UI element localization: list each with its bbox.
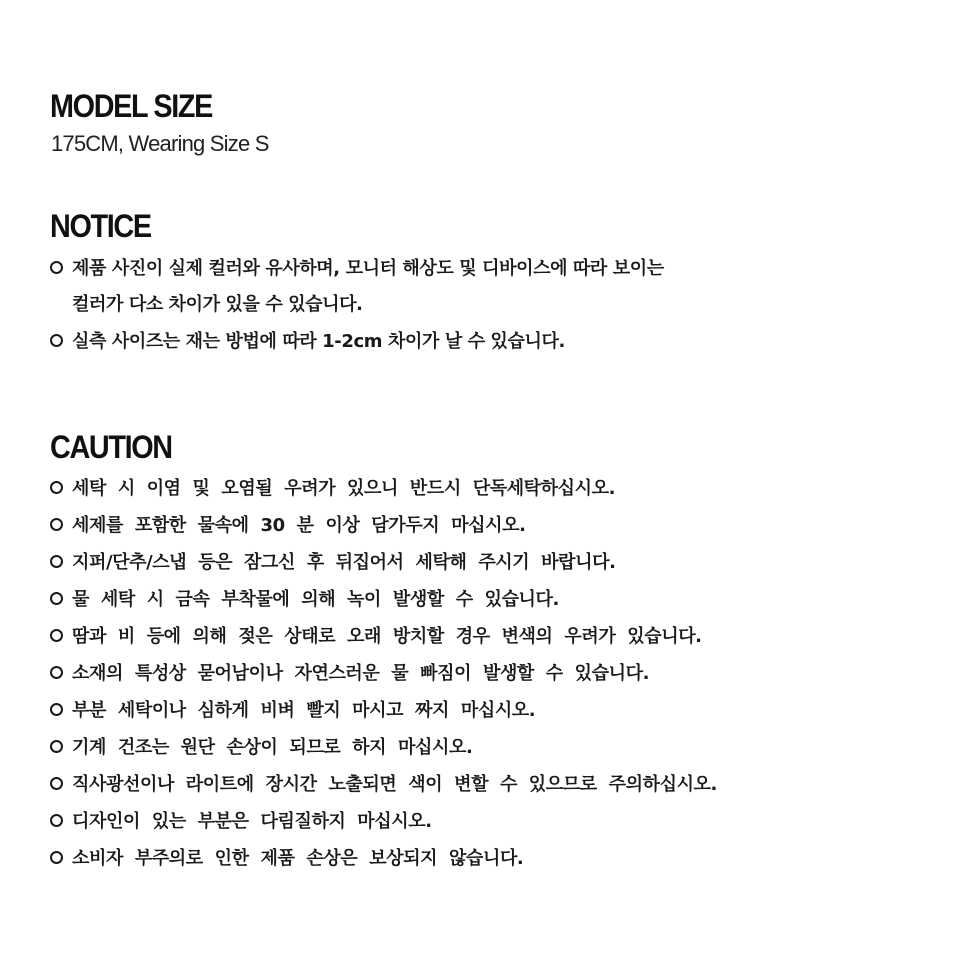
- caution-item-text: 지퍼/단추/스냅 등은 잠그신 후 뒤집어서 세탁해 주시기 바랍니다.: [72, 552, 616, 573]
- circle-bullet-icon: [50, 740, 63, 753]
- caution-item-text: 세제를 포함한 물속에 30 분 이상 담가두지 마십시오.: [72, 515, 526, 536]
- caution-item-text: 땀과 비 등에 의해 젖은 상태로 오래 방치할 경우 변색의 우려가 있습니다.: [72, 626, 702, 647]
- caution-item: [50, 842, 523, 872]
- circle-bullet-icon: [50, 666, 63, 679]
- caution-heading: CAUTION: [50, 429, 172, 465]
- circle-bullet-icon: [50, 814, 63, 827]
- notice-item-text: 컬러가 다소 차이가 있을 수 있습니다.: [72, 294, 363, 315]
- circle-bullet-icon: [50, 592, 63, 605]
- notice-item: [50, 325, 565, 355]
- caution-item-text: 물 세탁 시 금속 부착물에 의해 녹이 발생할 수 있습니다.: [72, 589, 559, 610]
- circle-bullet-icon: [50, 629, 63, 642]
- notice-item: [50, 252, 664, 282]
- circle-bullet-icon: [50, 555, 63, 568]
- caution-item: [50, 620, 702, 650]
- caution-item: [50, 509, 526, 539]
- caution-item-text: 직사광선이나 라이트에 장시간 노출되면 색이 변할 수 있으므로 주의하십시오.: [72, 774, 717, 795]
- notice-item-continuation: [72, 288, 363, 318]
- caution-item: [50, 731, 472, 761]
- model-size-value: 175CM, Wearing Size S: [51, 131, 269, 156]
- circle-bullet-icon: [50, 703, 63, 716]
- circle-bullet-icon: [50, 261, 63, 274]
- notice-item-text: 실측 사이즈는 재는 방법에 따라 1-2cm 차이가 날 수 있습니다.: [72, 331, 565, 352]
- caution-item-text: 부분 세탁이나 심하게 비벼 빨지 마시고 짜지 마십시오.: [72, 700, 536, 721]
- circle-bullet-icon: [50, 851, 63, 864]
- caution-item: [50, 768, 717, 798]
- caution-item: [50, 657, 649, 687]
- caution-item: [50, 546, 616, 576]
- caution-item: [50, 472, 615, 502]
- circle-bullet-icon: [50, 518, 63, 531]
- caution-item-text: 기계 건조는 원단 손상이 되므로 하지 마십시오.: [72, 737, 473, 758]
- caution-item-text: 소재의 특성상 묻어남이나 자연스러운 물 빠짐이 발생할 수 있습니다.: [72, 663, 650, 684]
- caution-item-text: 디자인이 있는 부분은 다림질하지 마십시오.: [72, 811, 432, 832]
- circle-bullet-icon: [50, 334, 63, 347]
- notice-heading: NOTICE: [50, 208, 151, 244]
- caution-item-text: 세탁 시 이염 및 오염될 우려가 있으니 반드시 단독세탁하십시오.: [72, 478, 616, 499]
- caution-item: [50, 805, 432, 835]
- caution-item-text: 소비자 부주의로 인한 제품 손상은 보상되지 않습니다.: [72, 848, 524, 869]
- model-size-heading: MODEL SIZE: [50, 88, 212, 124]
- notice-item-text: 제품 사진이 실제 컬러와 유사하며, 모니터 해상도 및 디바이스에 따라 보이는: [72, 258, 664, 279]
- circle-bullet-icon: [50, 481, 63, 494]
- circle-bullet-icon: [50, 777, 63, 790]
- caution-item: [50, 694, 535, 724]
- caution-item: [50, 583, 559, 613]
